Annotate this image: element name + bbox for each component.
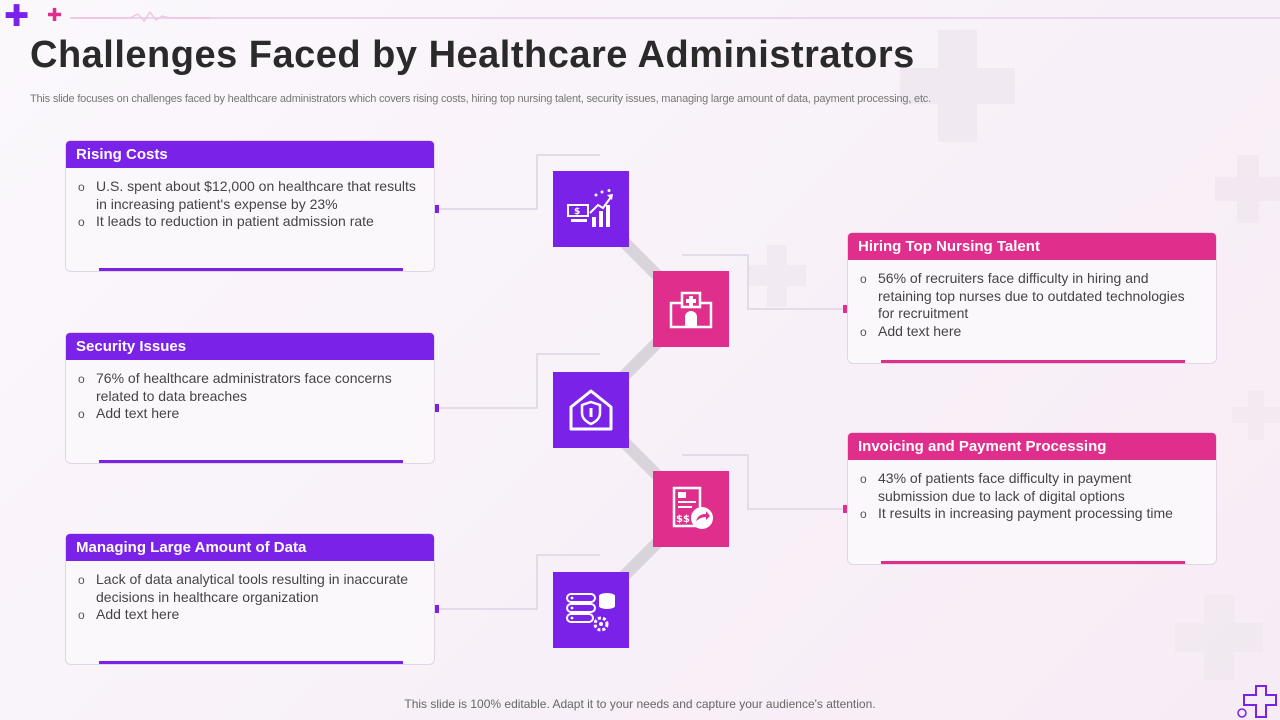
list-item: o 76% of healthcare administrators face concerns related to data breaches <box>76 370 420 405</box>
bullet-list <box>848 260 1216 340</box>
bullet-list <box>66 360 434 423</box>
plus-icon: ✚ <box>4 0 30 34</box>
page-title: Challenges Faced by Healthcare Administrators <box>30 34 915 76</box>
list-item: o Lack of data analytical tools resulting in inaccurate decisions in healthcare organization <box>76 571 420 606</box>
list-item: o It leads to reduction in patient admission rate <box>76 213 420 231</box>
page-subtitle: This slide focuses on challenges faced by healthcare administrators which covers rising costs, hiring top nursing talent, security issues, managing large amount of data, payment processing, etc. <box>30 93 931 105</box>
card-accent-bar <box>99 460 403 463</box>
card-managing-data <box>65 533 435 665</box>
card-accent-bar <box>881 561 1185 564</box>
invoice-payment-icon <box>653 471 729 547</box>
money-growth-icon <box>553 171 629 247</box>
list-item: o 56% of recruiters face difficulty in hiring and retaining top nurses due to outdated technologies for recruitment <box>858 270 1202 323</box>
svg-text:$$: $$ <box>676 514 690 525</box>
list-item: o It results in increasing payment processing time <box>858 505 1202 523</box>
list-item: o U.S. spent about $12,000 on healthcare that results in increasing patient's expense by 23% <box>76 178 420 213</box>
card-title: Rising Costs <box>66 141 434 168</box>
card-accent-bar <box>881 360 1185 363</box>
list-item: o Add text here <box>76 405 420 423</box>
card-accent-bar <box>99 661 403 664</box>
footer-note: This slide is 100% editable. Adapt it to your needs and capture your audience's attention. <box>404 697 876 711</box>
list-item: o Add text here <box>858 323 1202 341</box>
shield-home-icon <box>553 372 629 448</box>
card-title: Security Issues <box>66 333 434 360</box>
database-settings-icon <box>553 572 629 648</box>
card-title: Invoicing and Payment Processing <box>848 433 1216 460</box>
bullet-list <box>848 460 1216 523</box>
card-security-issues <box>65 332 435 464</box>
svg-text:$: $ <box>574 207 581 217</box>
card-rising-costs <box>65 140 435 272</box>
card-payment-processing <box>847 432 1217 565</box>
bullet-list <box>66 561 434 624</box>
hospital-icon <box>653 271 729 347</box>
list-item: o 43% of patients face difficulty in payment submission due to lack of digital options <box>858 470 1202 505</box>
corner-cross-icon <box>1236 683 1280 720</box>
card-hiring-talent <box>847 232 1217 364</box>
plus-icon: ✚ <box>47 5 63 26</box>
card-accent-bar <box>99 268 403 271</box>
card-title: Hiring Top Nursing Talent <box>848 233 1216 260</box>
bullet-list <box>66 168 434 231</box>
list-item: o Add text here <box>76 606 420 624</box>
card-title: Managing Large Amount of Data <box>66 534 434 561</box>
